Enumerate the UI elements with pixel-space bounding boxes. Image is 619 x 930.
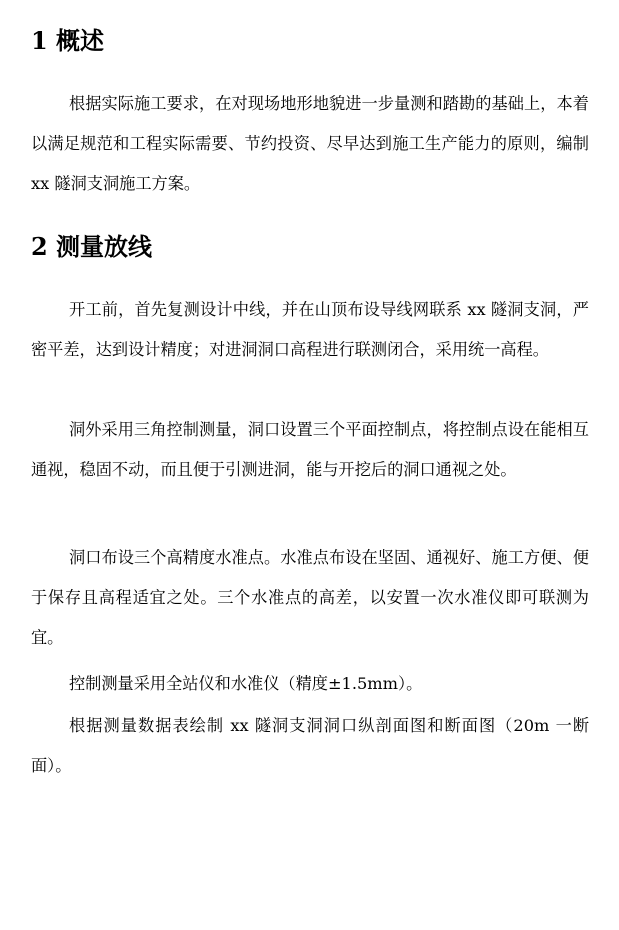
paragraph-survey-1: 开工前，首先复测设计中线，并在山顶布设导线网联系 xx 隧洞支洞，严密平差，达到设计精度；对进洞洞口高程进行联测闭合，采用统一高程。	[31, 300, 589, 359]
paragraph-survey-3: 洞口布设三个高精度水准点。水准点布设在坚固、通视好、施工方便、便于保存且高程适宜之处。三个水准点的高差，以安置一次水准仪即可联测为宜。	[31, 548, 589, 647]
paragraph-survey-2: 洞外采用三角控制测量，洞口设置三个平面控制点，将控制点设在能相互通视，稳固不动，而且便于引测进洞，能与开挖后的洞口通视之处。	[31, 420, 589, 479]
paragraph-survey-4: 控制测量采用全站仪和水准仪（精度±1.5mm）。	[69, 674, 423, 693]
section-heading-survey: 2 测量放线	[31, 232, 153, 261]
paragraph-survey-5: 根据测量数据表绘制 xx 隧洞支洞洞口纵剖面图和断面图（20m 一断面）。	[31, 716, 589, 775]
paragraph-overview: 根据实际施工要求，在对现场地形地貌进一步量测和踏勘的基础上，本着以满足规范和工程实际需要、节约投资、尽早达到施工生产能力的原则，编制 xx 隧洞支洞施工方案。	[31, 94, 589, 193]
section-heading-overview: 1 概述	[31, 26, 105, 55]
